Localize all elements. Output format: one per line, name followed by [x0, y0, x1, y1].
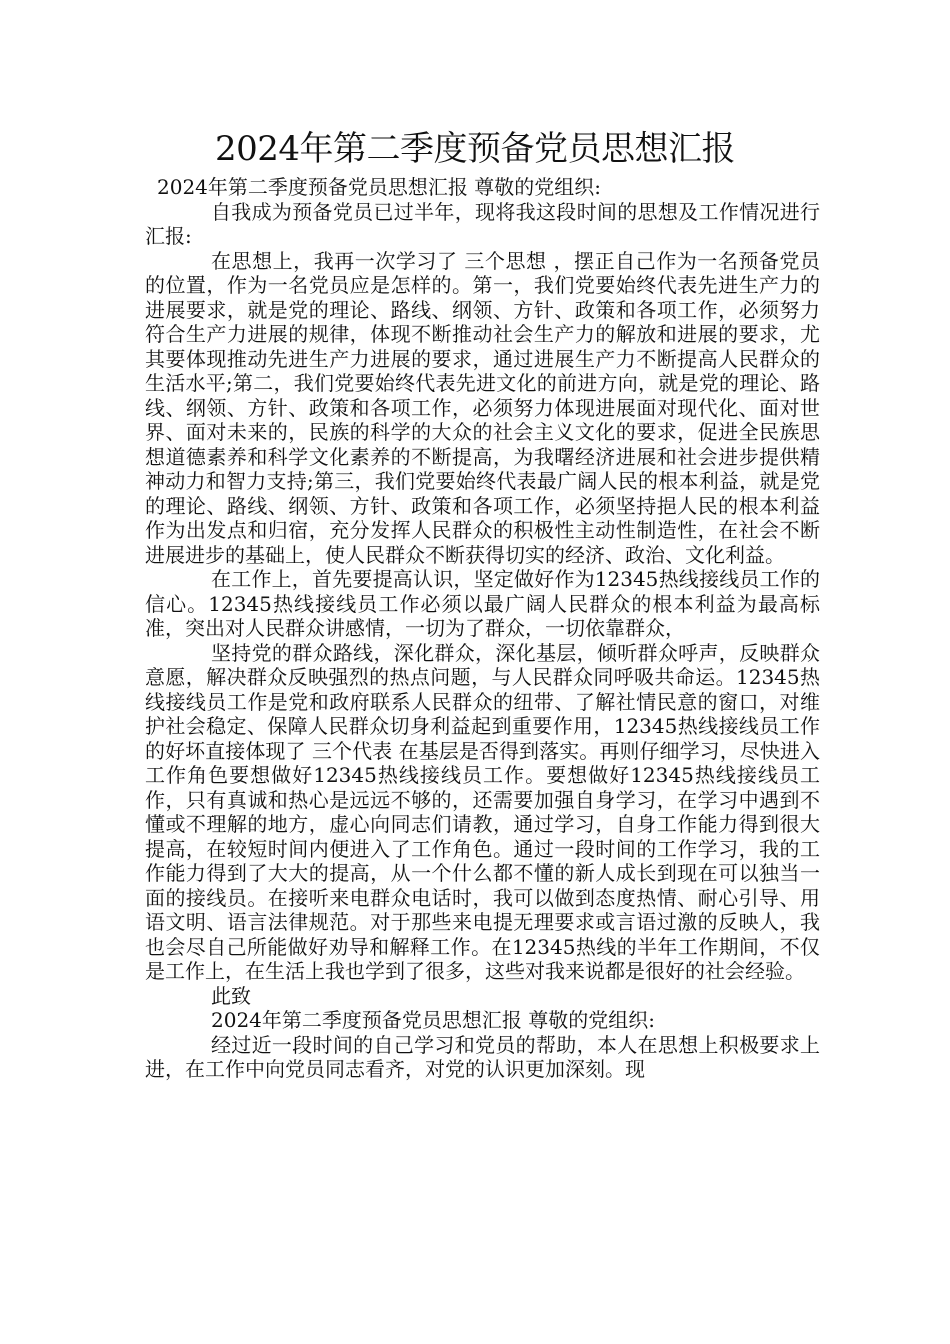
thought-paragraph: 在思想上，我再一次学习了 三个思想 ，摆正自己作为一名预备党员的位置，作为一名党员应是怎样的。第一，我们党要始终代表先进生产力的进展要求，就是党的理论、路线、纲领、方针、政策和各项工作，必须努力符合生产力进展的规律，体现不断推动社会生产力的解放和进展的要求，尤其要体现推动先进生产力进展的要求，通过进展生产力不断提高人民群众的生活水平;第二，我们党要始终代表先进文化的前进方向，就是党的理论、路线、纲领、方针、政策和各项工作，必须努力体现进展面对现代化、面对世界、面对未来的，民族的科学的大众的社会主义文化的要求，促进全民族思想道德素养和科学文化素养的不断提高，为我曙经济进展和社会进步提供精神动力和智力支持;第三，我们党要始终代表最广阔人民的根本利益，就是党的理论、路线、纲领、方针、政策和各项工作，必须坚持挹人民的根本利益作为出发点和归宿，充分发挥人民群众的积极性主动性制造性，在社会不断进展进步的基础上，使人民群众不断获得切实的经济、政治、文化利益。 [145, 248, 820, 567]
second-report-paragraph: 经过近一段时间的自己学习和党员的帮助，本人在思想上积极要求上进，在工作中向党员同志看齐，对党的认识更加深刻。现 [145, 1032, 820, 1081]
mass-line-paragraph: 坚持党的群众路线，深化群众，深化基层，倾听群众呼声，反映群众意愿，解决群众反映强烈的热点问题，与人民群众同呼吸共命运。12345热线接线员工作是党和政府联系人民群众的纽带、了解社情民意的窗口，对维护社会稳定、保障人民群众切身利益起到重要作用，12345热线接线员工作的好坏直接体现了 三个代表 在基层是否得到落实。再则仔细学习，尽快进入工作角色要想做好12345热线接线员工作。要想做好12345热线接线员工作，只有真诚和热心是远远不够的，还需要加强自身学习，在学习中遇到不懂或不理解的地方，虚心向同志们请教，通过学习，自身工作能力得到很大提高，在较短时间内便进入了工作角色。通过一段时间的工作学习，我的工作能力得到了大大的提高，从一个什么都不懂的新人成长到现在可以独当一面的接线员。在接听来电群众电话时，我可以做到态度热情、耐心引导、用语文明、语言法律规范。对于那些来电提无理要求或言语过激的反映人，我也会尽自己所能做好劝导和解释工作。在12345热线的半年工作期间，不仅是工作上，在生活上我也学到了很多，这些对我来说都是很好的社会经验。 [145, 640, 820, 983]
document-body [145, 175, 820, 1082]
second-report-heading: 2024年第二季度预备党员思想汇报 尊敬的党组织: [211, 1008, 655, 1032]
report-heading-paragraph: 2024年第二季度预备党员思想汇报 尊敬的党组织: [157, 175, 601, 199]
closing-salutation: 此致 [211, 983, 251, 1008]
intro-paragraph: 自我成为预备党员已过半年，现将我这段时间的思想及工作情况进行汇报: [145, 199, 820, 248]
document-title: 2024年第二季度预备党员思想汇报 [214, 129, 736, 169]
work-paragraph: 在工作上，首先要提高认识，坚定做好作为12345热线接线员工作的信心。12345热线接线员工作必须以最广阔人民群众的根本利益为最高标准，突出对人民群众讲感情，一切为了群众，一切依靠群众， [145, 567, 820, 640]
